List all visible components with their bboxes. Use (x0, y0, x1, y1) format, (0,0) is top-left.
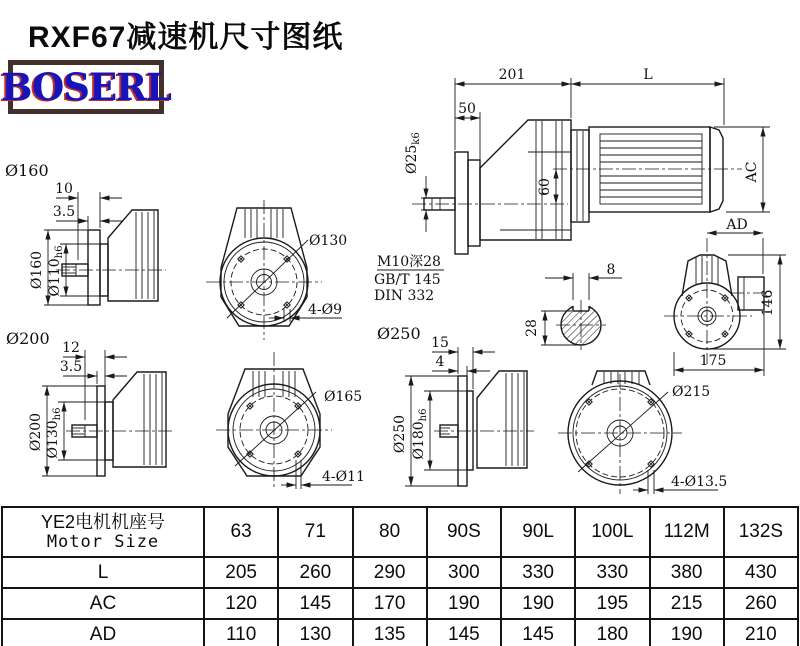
col-90L: 90L (501, 507, 575, 557)
dim-flange250-spigot: $Ø180_{h6}$ (411, 408, 429, 460)
cell-L-132S: 430 (724, 557, 798, 588)
table-row-AC (2, 588, 798, 619)
view-front130 (206, 200, 347, 340)
header-motor-size-zh: YE2电机机座号 (40, 511, 166, 532)
dim-bolt-circle-215: Ø215 (672, 384, 711, 400)
cell-AC-100L: 195 (575, 588, 649, 619)
boserl-logo-text: BOSERL (1, 64, 171, 109)
dim-4: 4 (435, 354, 445, 370)
note-gbt145: GB/T 145 (374, 272, 441, 288)
cell-AC-90S: 190 (427, 588, 501, 619)
cell-L-90S: 300 (427, 557, 501, 588)
dim-shaft-dia: $Ø25_{k6}$ (404, 132, 422, 174)
header-motor-size-en: Motor Size (46, 532, 160, 553)
col-80: 80 (353, 507, 427, 557)
dim-flange250-outer: Ø250 (392, 414, 408, 454)
col-100L: 100L (575, 507, 649, 557)
dim-flange200-spigot: $Ø130_{h6}$ (45, 407, 63, 459)
col-71: 71 (278, 507, 352, 557)
cell-AC-80: 170 (353, 588, 427, 619)
dim-bolt-circle-130: Ø130 (309, 233, 348, 249)
view-gearmotor-side (404, 67, 770, 254)
view-flange250-side (392, 335, 534, 486)
view-front215 (558, 371, 727, 494)
table-row-L (2, 557, 798, 588)
dim-10: 10 (55, 181, 73, 197)
dim-50: 50 (458, 101, 476, 117)
dim-12: 12 (62, 340, 80, 356)
dim-15: 15 (431, 335, 449, 351)
cell-L-80: 290 (353, 557, 427, 588)
cell-AC-71: 145 (278, 588, 352, 619)
view-key-section (524, 262, 622, 350)
view-front165 (216, 352, 365, 490)
cell-AD-112M: 190 (650, 619, 724, 646)
dim-key-8: 8 (606, 262, 616, 278)
cell-AD-71: 130 (278, 619, 352, 646)
cell-AD-63: 110 (204, 619, 278, 646)
row-label-AC: AC (2, 588, 204, 619)
cell-AD-90L: 145 (501, 619, 575, 646)
dim-flange160-outer: Ø160 (29, 250, 45, 290)
dim-bolt-circle-165: Ø165 (324, 389, 363, 405)
dim-holes-130: 4-Ø9 (308, 302, 343, 318)
row-label-L: L (2, 557, 204, 588)
dim-flange160-spigot: $Ø110_{h6}$ (47, 245, 65, 297)
note-din332: DIN 332 (374, 288, 435, 304)
dim-3-5: 3.5 (52, 204, 76, 220)
dim-L: L (643, 67, 653, 83)
cell-AC-132S: 260 (724, 588, 798, 619)
view-flange160-side (5, 161, 166, 305)
cell-AD-100L: 180 (575, 619, 649, 646)
cell-L-90L: 330 (501, 557, 575, 588)
label-flange160: Ø160 (5, 161, 49, 180)
cell-L-100L: 330 (575, 557, 649, 588)
cell-L-71: 260 (278, 557, 352, 588)
col-90S: 90S (427, 507, 501, 557)
dimension-table (1, 506, 799, 646)
page-title: RXF67减速机尺寸图纸 (28, 21, 344, 54)
dim-3-5-200: 3.5 (59, 359, 83, 375)
row-label-AD: AD (2, 619, 204, 646)
label-flange250: Ø250 (377, 324, 421, 343)
dim-key-28: 28 (524, 319, 540, 337)
view-flange200-side (6, 329, 172, 476)
table-row-AD (2, 619, 798, 646)
col-112M: 112M (650, 507, 724, 557)
note-tap: M10深28 (377, 254, 441, 270)
view-front-right (664, 217, 786, 376)
dim-175: 175 (699, 353, 727, 369)
dim-holes-215: 4-Ø13.5 (671, 474, 728, 490)
header-motor-size (2, 507, 204, 557)
dim-holes-165: 4-Ø11 (322, 469, 365, 485)
col-132S: 132S (724, 507, 798, 557)
cell-AC-112M: 215 (650, 588, 724, 619)
cell-AD-80: 135 (353, 619, 427, 646)
notes-block (374, 254, 444, 343)
dim-146: 146 (760, 289, 776, 317)
table-header-row (2, 507, 798, 557)
dim-201: 201 (498, 67, 526, 83)
dim-60: 60 (537, 178, 553, 196)
dim-AC: AC (744, 161, 760, 183)
col-63: 63 (204, 507, 278, 557)
cell-L-63: 205 (204, 557, 278, 588)
cell-AC-63: 120 (204, 588, 278, 619)
label-flange200: Ø200 (6, 329, 50, 348)
dim-AD: AD (726, 217, 748, 233)
cell-AC-90L: 190 (501, 588, 575, 619)
cell-L-112M: 380 (650, 557, 724, 588)
dim-flange200-outer: Ø200 (28, 412, 44, 452)
cell-AD-90S: 145 (427, 619, 501, 646)
cell-AD-132S: 210 (724, 619, 798, 646)
